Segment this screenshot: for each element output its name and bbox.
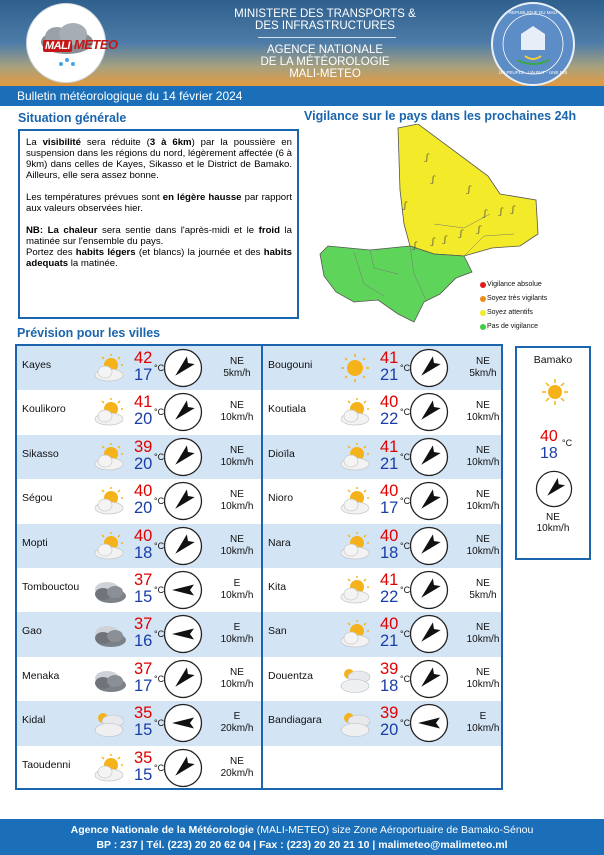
temp-unit: °C <box>154 762 165 773</box>
city-name: Kidal <box>22 714 46 727</box>
svg-text:ʃ: ʃ <box>500 207 503 216</box>
city-row <box>17 479 261 523</box>
temp-max: 41 <box>380 349 399 367</box>
temp-max: 40 <box>380 482 399 501</box>
city-row <box>17 346 261 390</box>
city-row <box>17 435 261 479</box>
temp-unit: °C <box>400 629 411 640</box>
svg-text:ʃ: ʃ <box>484 209 487 218</box>
sun-behind-cloud-icon <box>335 619 375 649</box>
wind-direction: NE <box>230 489 244 501</box>
wind-compass-icon <box>409 614 449 654</box>
temp-unit: °C <box>400 673 411 684</box>
temp-unit: °C <box>154 451 165 462</box>
temp-min: 18 <box>134 543 153 562</box>
dark-cloud-icon <box>89 575 129 605</box>
city-row <box>17 390 261 434</box>
wind-speed: 5km/h <box>469 590 497 601</box>
temp-unit: °C <box>154 363 165 373</box>
city-name: Menaka <box>22 669 60 682</box>
temp-max: 39 <box>380 704 399 723</box>
legend-label: Pas de vigilance <box>487 323 538 330</box>
temp-min: 16 <box>134 632 153 651</box>
temp-min: 15 <box>134 721 153 740</box>
temp-min: 20 <box>134 454 153 473</box>
ministry-line-1: MINISTERE DES TRANSPORTS & <box>234 8 416 20</box>
wind-speed: 10km/h <box>220 678 254 690</box>
temp-max: 40 <box>380 526 399 545</box>
agency-line-3: MALI-METEO <box>289 68 361 80</box>
legend-item <box>487 309 533 316</box>
temp-max: 35 <box>134 748 153 767</box>
svg-text:ʃ: ʃ <box>432 175 435 184</box>
temp-unit: °C <box>154 585 165 595</box>
footer-contact: BP : 237 | Tél. (223) 20 20 62 04 | Fax : (223) 20 20 21 10 | malimeteo@malimeteo.ml <box>96 839 508 851</box>
svg-text:ʃ: ʃ <box>432 237 435 246</box>
svg-text:ʃ: ʃ <box>404 201 407 210</box>
city-row <box>17 701 261 745</box>
bulletin-bar <box>0 86 604 106</box>
temp-min: 18 <box>380 543 399 562</box>
legend-item <box>487 281 542 288</box>
header-divider <box>258 37 396 38</box>
svg-text:ʃ: ʃ <box>478 225 481 234</box>
temp-min: 20 <box>134 499 153 518</box>
agency-line-2: DE LA MÉTÉOROLOGIE <box>260 56 390 68</box>
wind-compass-icon <box>409 703 449 743</box>
sun-icon <box>335 353 375 383</box>
city-row <box>17 612 261 656</box>
legend-item <box>487 323 538 330</box>
wind-compass-icon <box>163 392 203 432</box>
wind-compass-icon <box>409 570 449 610</box>
wind-speed: 10km/h <box>466 456 500 468</box>
wind-compass-icon <box>163 437 203 477</box>
city-row <box>17 524 261 568</box>
legend-dot <box>480 324 486 330</box>
temp-min: 22 <box>380 410 399 429</box>
city-name: Tombouctou <box>22 581 80 593</box>
city-row <box>17 746 261 790</box>
wind-direction: NE <box>230 533 244 545</box>
footer-address: Agence Nationale de la Météorologie (MALI-METEO) size Zone Aéroportuaire de Bamako-Sénou <box>70 824 534 836</box>
temp-min: 22 <box>380 588 399 606</box>
wind-compass-icon <box>163 614 203 654</box>
sun-behind-cloud-icon <box>89 442 129 472</box>
city-name: Bougouni <box>268 359 313 371</box>
mali-meteo-logo <box>26 3 118 83</box>
wind-compass-icon <box>409 481 449 521</box>
wind-speed: 10km/h <box>220 412 254 424</box>
city-name: Sikasso <box>22 447 59 460</box>
city-name: Koulikoro <box>22 403 66 416</box>
situation-title: Situation générale <box>18 111 127 125</box>
temp-min: 17 <box>380 499 399 518</box>
cloudy-icon <box>335 664 375 694</box>
wind-direction: E <box>479 711 487 723</box>
wind-direction: NE <box>476 356 490 367</box>
wind-speed: 10km/h <box>220 590 254 601</box>
city-name: Taoudenni <box>22 758 71 771</box>
seal-bottom-text: UN PEUPLE - UN BUT - UNE FOI <box>498 70 568 75</box>
temp-unit: °C <box>154 629 165 640</box>
sun-behind-cloud-icon <box>335 531 375 561</box>
temp-max: 37 <box>134 659 153 678</box>
wind-speed: 5km/h <box>469 368 497 379</box>
sun-icon <box>541 378 569 406</box>
temp-unit: °C <box>154 540 165 551</box>
city-name: Kita <box>268 581 287 593</box>
sun-behind-cloud-icon <box>89 753 129 783</box>
wind-speed: 10km/h <box>220 456 254 468</box>
city-name: Gao <box>22 625 42 638</box>
wind-direction: NE <box>476 578 490 589</box>
wind-direction: NE <box>476 489 490 501</box>
temp-min: 18 <box>380 676 399 695</box>
bamako-wind-direction: NE <box>546 512 560 523</box>
city-name: Ségou <box>22 492 53 505</box>
temp-min: 15 <box>134 588 153 606</box>
city-row <box>263 657 501 701</box>
temp-unit: °C <box>400 451 411 462</box>
temp-max: 39 <box>134 437 153 456</box>
city-name: Nara <box>268 536 291 549</box>
wind-direction: NE <box>476 666 490 678</box>
temp-unit: °C <box>154 407 165 418</box>
wind-compass-icon <box>163 659 203 699</box>
temp-max: 35 <box>134 704 153 723</box>
temp-max: 41 <box>134 393 153 412</box>
vigilance-title: Vigilance sur le pays dans les prochaines 24h <box>304 109 577 123</box>
legend-label: Soyez attentifs <box>487 309 533 316</box>
temp-max: 40 <box>380 393 399 412</box>
sun-behind-cloud-icon <box>89 531 129 561</box>
vigilance-map <box>314 124 554 324</box>
temp-unit: °C <box>400 540 411 551</box>
city-name: Koutiala <box>268 403 306 416</box>
wind-direction: NE <box>476 622 490 634</box>
city-name: San <box>268 625 287 638</box>
wind-speed: 10km/h <box>220 545 254 557</box>
wind-direction: NE <box>230 444 244 456</box>
temp-unit: °C <box>400 407 411 418</box>
wind-compass-icon <box>409 659 449 699</box>
temp-unit: °C <box>154 673 165 684</box>
wind-speed: 10km/h <box>220 634 254 646</box>
legend-label: Soyez très vigilants <box>487 295 548 302</box>
sun-behind-cloud-icon <box>89 486 129 516</box>
wind-speed: 20km/h <box>220 723 254 735</box>
wind-direction: NE <box>476 444 490 456</box>
temp-max: 40 <box>134 482 153 501</box>
wind-speed: 10km/h <box>466 723 500 735</box>
city-row <box>17 657 261 701</box>
bulletin-title: Bulletin météorologique du 14 février 2024 <box>17 89 243 103</box>
header <box>0 0 604 86</box>
wind-speed: 20km/h <box>220 767 254 779</box>
temp-min: 15 <box>134 765 153 784</box>
wind-direction: NE <box>230 356 244 367</box>
legend-dot <box>480 296 486 302</box>
seal-top-text: REPUBLIQUE DU MALI <box>508 10 558 15</box>
wind-compass-icon <box>163 570 203 610</box>
wind-speed: 10km/h <box>466 634 500 646</box>
situation-paragraph-visibility: La visibilité sera réduite (3 à 6km) par la poussière en suspension dans les régions du nord, légèrement affectée (6 à 9km) dans celles de Kayes, Sikasso et le District de Bamako. Ailleurs, elle sera assez bonne. <box>26 137 292 181</box>
wind-direction: E <box>233 578 241 589</box>
wind-speed: 10km/h <box>220 501 254 513</box>
wind-compass-icon <box>409 526 449 566</box>
wind-direction: NE <box>230 755 244 767</box>
wind-compass-icon <box>535 470 573 508</box>
city-row <box>263 524 501 568</box>
temp-unit: °C <box>400 585 411 595</box>
temp-unit: °C <box>400 496 411 507</box>
temp-min: 17 <box>134 676 153 695</box>
temp-unit: °C <box>154 496 165 507</box>
temp-max: 41 <box>380 571 399 589</box>
city-row <box>263 479 501 523</box>
wind-direction: E <box>233 711 241 723</box>
temp-min: 21 <box>380 454 399 473</box>
map-region-south <box>320 246 472 322</box>
sun-behind-cloud-icon <box>335 397 375 427</box>
legend-label: Vigilance absolue <box>487 281 542 288</box>
wind-compass-icon <box>163 526 203 566</box>
city-row <box>17 568 261 612</box>
city-row <box>263 701 501 745</box>
situation-box <box>18 129 299 319</box>
ministry-line-2: DES INFRASTRUCTURES <box>255 20 395 32</box>
wind-compass-icon <box>409 348 449 388</box>
legend-dot <box>480 282 486 288</box>
temp-max: 37 <box>134 571 153 589</box>
temp-max: 37 <box>134 615 153 634</box>
city-row <box>263 612 501 656</box>
city-row <box>263 435 501 479</box>
agency-line-1: AGENCE NATIONALE <box>266 44 384 56</box>
forecast-title: Prévision pour les villes <box>17 326 161 340</box>
sun-behind-cloud-icon <box>335 442 375 472</box>
city-name: Bandiagara <box>268 714 322 727</box>
wind-direction: NE <box>230 400 244 412</box>
temp-unit: °C <box>154 718 165 729</box>
situation-paragraph-nb: NB: La chaleur sera sentie dans l'après-midi et le froid la matinée sur l'ensemble du pays. Portez des habits légers (et blancs) la journée et des habits adequats la matinée. <box>26 225 292 269</box>
temp-max: 40 <box>134 526 153 545</box>
temp-unit: °C <box>400 363 411 373</box>
bamako-tmax: 40 <box>540 428 558 445</box>
city-name: Dioïla <box>268 447 295 460</box>
svg-text:ʃ: ʃ <box>468 185 471 194</box>
republic-seal <box>491 2 575 86</box>
legend-dot <box>480 310 486 316</box>
wind-compass-icon <box>163 748 203 788</box>
wind-compass-icon <box>409 392 449 432</box>
sun-behind-cloud-icon <box>89 397 129 427</box>
wind-speed: 10km/h <box>466 412 500 424</box>
bamako-box <box>515 346 591 560</box>
svg-text:ʃ: ʃ <box>444 235 447 244</box>
city-name: Mopti <box>22 536 48 549</box>
city-row <box>263 390 501 434</box>
temp-max: 40 <box>380 615 399 634</box>
footer <box>0 819 604 855</box>
bamako-unit: °C <box>562 438 573 448</box>
wind-direction: NE <box>476 533 490 545</box>
temp-max: 39 <box>380 659 399 678</box>
temp-max: 42 <box>134 349 153 367</box>
temp-min: 20 <box>134 410 153 429</box>
wind-compass-icon <box>163 481 203 521</box>
wind-speed: 10km/h <box>466 501 500 513</box>
wind-speed: 5km/h <box>223 368 251 379</box>
wind-compass-icon <box>163 703 203 743</box>
city-name: Nioro <box>268 492 294 505</box>
temp-unit: °C <box>400 718 411 729</box>
temp-max: 41 <box>380 437 399 456</box>
cloudy-icon <box>89 708 129 738</box>
cloudy-icon <box>335 708 375 738</box>
svg-text:ʃ: ʃ <box>414 241 417 250</box>
city-name: Douentza <box>268 669 313 682</box>
temp-min: 21 <box>380 366 399 384</box>
sun-behind-cloud-icon <box>89 353 129 383</box>
svg-text:ʃ: ʃ <box>426 153 429 162</box>
city-row <box>263 346 501 390</box>
wind-speed: 10km/h <box>466 678 500 690</box>
sun-behind-cloud-icon <box>335 486 375 516</box>
wind-direction: E <box>233 622 241 634</box>
logo-text: MALI METEO <box>45 37 118 52</box>
dark-cloud-icon <box>89 619 129 649</box>
wind-direction: NE <box>230 666 244 678</box>
wind-compass-icon <box>409 437 449 477</box>
situation-text <box>26 137 292 269</box>
dark-cloud-icon <box>89 664 129 694</box>
temp-min: 20 <box>380 721 399 740</box>
temp-min: 17 <box>134 366 153 384</box>
wind-compass-icon <box>163 348 203 388</box>
temp-min: 21 <box>380 632 399 651</box>
sun-behind-cloud-icon <box>335 575 375 605</box>
wind-speed: 10km/h <box>466 545 500 557</box>
bamako-tmin: 18 <box>540 445 558 462</box>
wind-direction: NE <box>476 400 490 412</box>
city-row <box>263 568 501 612</box>
city-name: Kayes <box>22 359 52 371</box>
bamako-wind-speed: 10km/h <box>536 523 570 534</box>
svg-text:ʃ: ʃ <box>512 205 515 214</box>
situation-paragraph-temperature: Les températures prévues sont en légère hausse par rapport aux valeurs observées hier. <box>26 192 292 214</box>
svg-text:ʃ: ʃ <box>460 229 463 238</box>
bamako-city: Bamako <box>533 354 573 366</box>
legend-item <box>487 295 547 302</box>
